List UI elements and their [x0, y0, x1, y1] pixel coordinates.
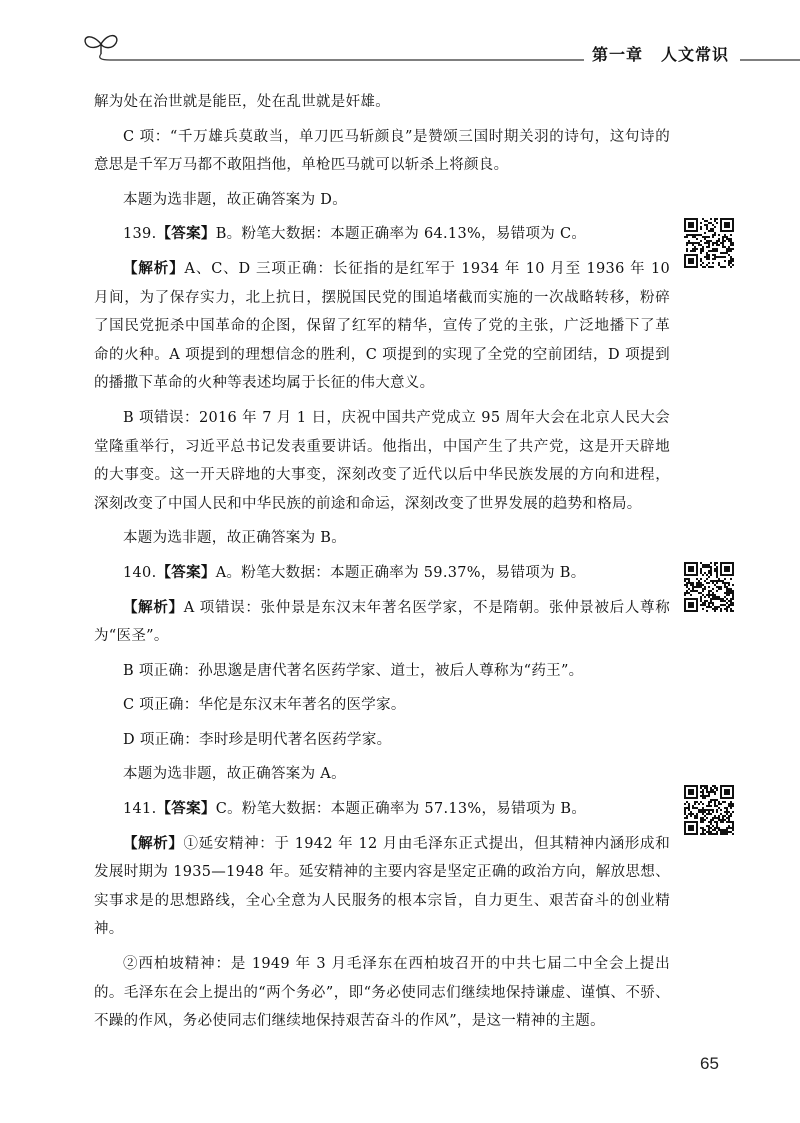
page-number: 65 [700, 1054, 719, 1073]
analysis-paragraph: 【解析】A 项错误：张仲景是东汉末年著名医学家，不是隋朝。张仲景被后人尊称为“医圣”。 [94, 599, 671, 645]
section-label: 人文常识 [661, 45, 730, 64]
page-body [94, 88, 670, 1042]
analysis-paragraph: 【解析】①延安精神：于 1942 年 12 月由毛泽东正式提出，但其精神内涵形成和发展时期为 1935—1948 年。延安精神的主要内容是坚定正确的政治方向，解放思想、实事求是的思想路线，全心全意为人民服务的根本宗旨，自力更生、艰苦奋斗的创业精神。 [94, 835, 670, 938]
qr-code-icon[interactable] [684, 785, 734, 835]
question-number: 141. [123, 801, 157, 818]
question-number: 140. [123, 564, 157, 581]
analysis-tag: 【解析】 [123, 260, 185, 277]
answer-tag: 【答案】 [156, 226, 216, 243]
paragraph: 解为处在治世就是能臣，处在乱世就是奸雄。 [94, 94, 390, 110]
header-rule [0, 0, 800, 80]
paragraph: C 项正确：华佗是东汉末年著名的医学家。 [123, 697, 406, 714]
question-number: 139. [123, 226, 157, 243]
analysis-tag: 【解析】 [123, 599, 184, 616]
answer-line: 141.【答案】C。粉笔大数据：本题正确率为 57.13%，易错项为 B。 [123, 801, 587, 818]
paragraph: B 项错误：2016 年 7 月 1 日，庆祝中国共产党成立 95 周年大会在北京人民大会堂隆重举行，习近平总书记发表重要讲话。他指出，中国产生了共产党，这是开天辟地的大事变。这一开天辟地的大事变，深刻改变了近代以后中华民族发展的方向和进程，深刻改变了中国人民和中华民族的前途和命运，深刻改变了世界发展的趋势和格局。 [94, 409, 670, 512]
answer-line: 139.【答案】B。粉笔大数据：本题正确率为 64.13%，易错项为 C。 [123, 226, 587, 243]
page-header [0, 0, 800, 80]
paragraph: 本题为选非题，故正确答案为 A。 [123, 766, 346, 783]
qr-code-icon[interactable] [684, 218, 734, 268]
paragraph: C 项：“千万雄兵莫敢当，单刀匹马斩颜良”是赞颂三国时期关羽的诗句，这句诗的意思是千军万马都不敢阻挡他，单枪匹马就可以斩杀上将颜良。 [94, 128, 670, 174]
analysis-paragraph: 【解析】A、C、D 三项正确：长征指的是红军于 1934 年 10 月至 1936 年 10 月间，为了保存实力，北上抗日，摆脱国民党的围追堵截而实施的一次战略转移，粉碎了国民党扼杀中国革命的企图，保留了红军的精华，宣传了党的主张，广泛地播下了革命的火种。A 项提到的理想信念的胜利，C 项提到的实现了全党的空前团结，D 项提到的播撒下革命的火种等表述均属于长征的伟大意义。 [94, 260, 670, 392]
paragraph: ②西柏坡精神：是 1949 年 3 月毛泽东在西柏坡召开的中共七届二中全会上提出的。毛泽东在会上提出的“两个务必”，即“务必使同志们继续地保持谦虚、谨慎、不骄、不躁的作风，务必使同志们继续地保持艰苦奋斗的作风”，是这一精神的主题。 [94, 956, 670, 1030]
paragraph: B 项正确：孙思邈是唐代著名医药学家、道士，被后人尊称为“药王”。 [123, 662, 584, 679]
paragraph: 本题为选非题，故正确答案为 B。 [123, 530, 347, 547]
sprout-icon [85, 36, 117, 54]
answer-line: 140.【答案】A。粉笔大数据：本题正确率为 59.37%，易错项为 B。 [123, 564, 586, 581]
answer-tag: 【答案】 [156, 801, 216, 818]
qr-code-icon[interactable] [684, 562, 734, 612]
answer-tag: 【答案】 [156, 564, 216, 581]
paragraph: 本题为选非题，故正确答案为 D。 [123, 191, 348, 208]
paragraph: D 项正确：李时珍是明代著名医药学家。 [123, 731, 392, 748]
analysis-tag: 【解析】 [123, 835, 184, 852]
chapter-label: 第一章 [592, 45, 644, 64]
